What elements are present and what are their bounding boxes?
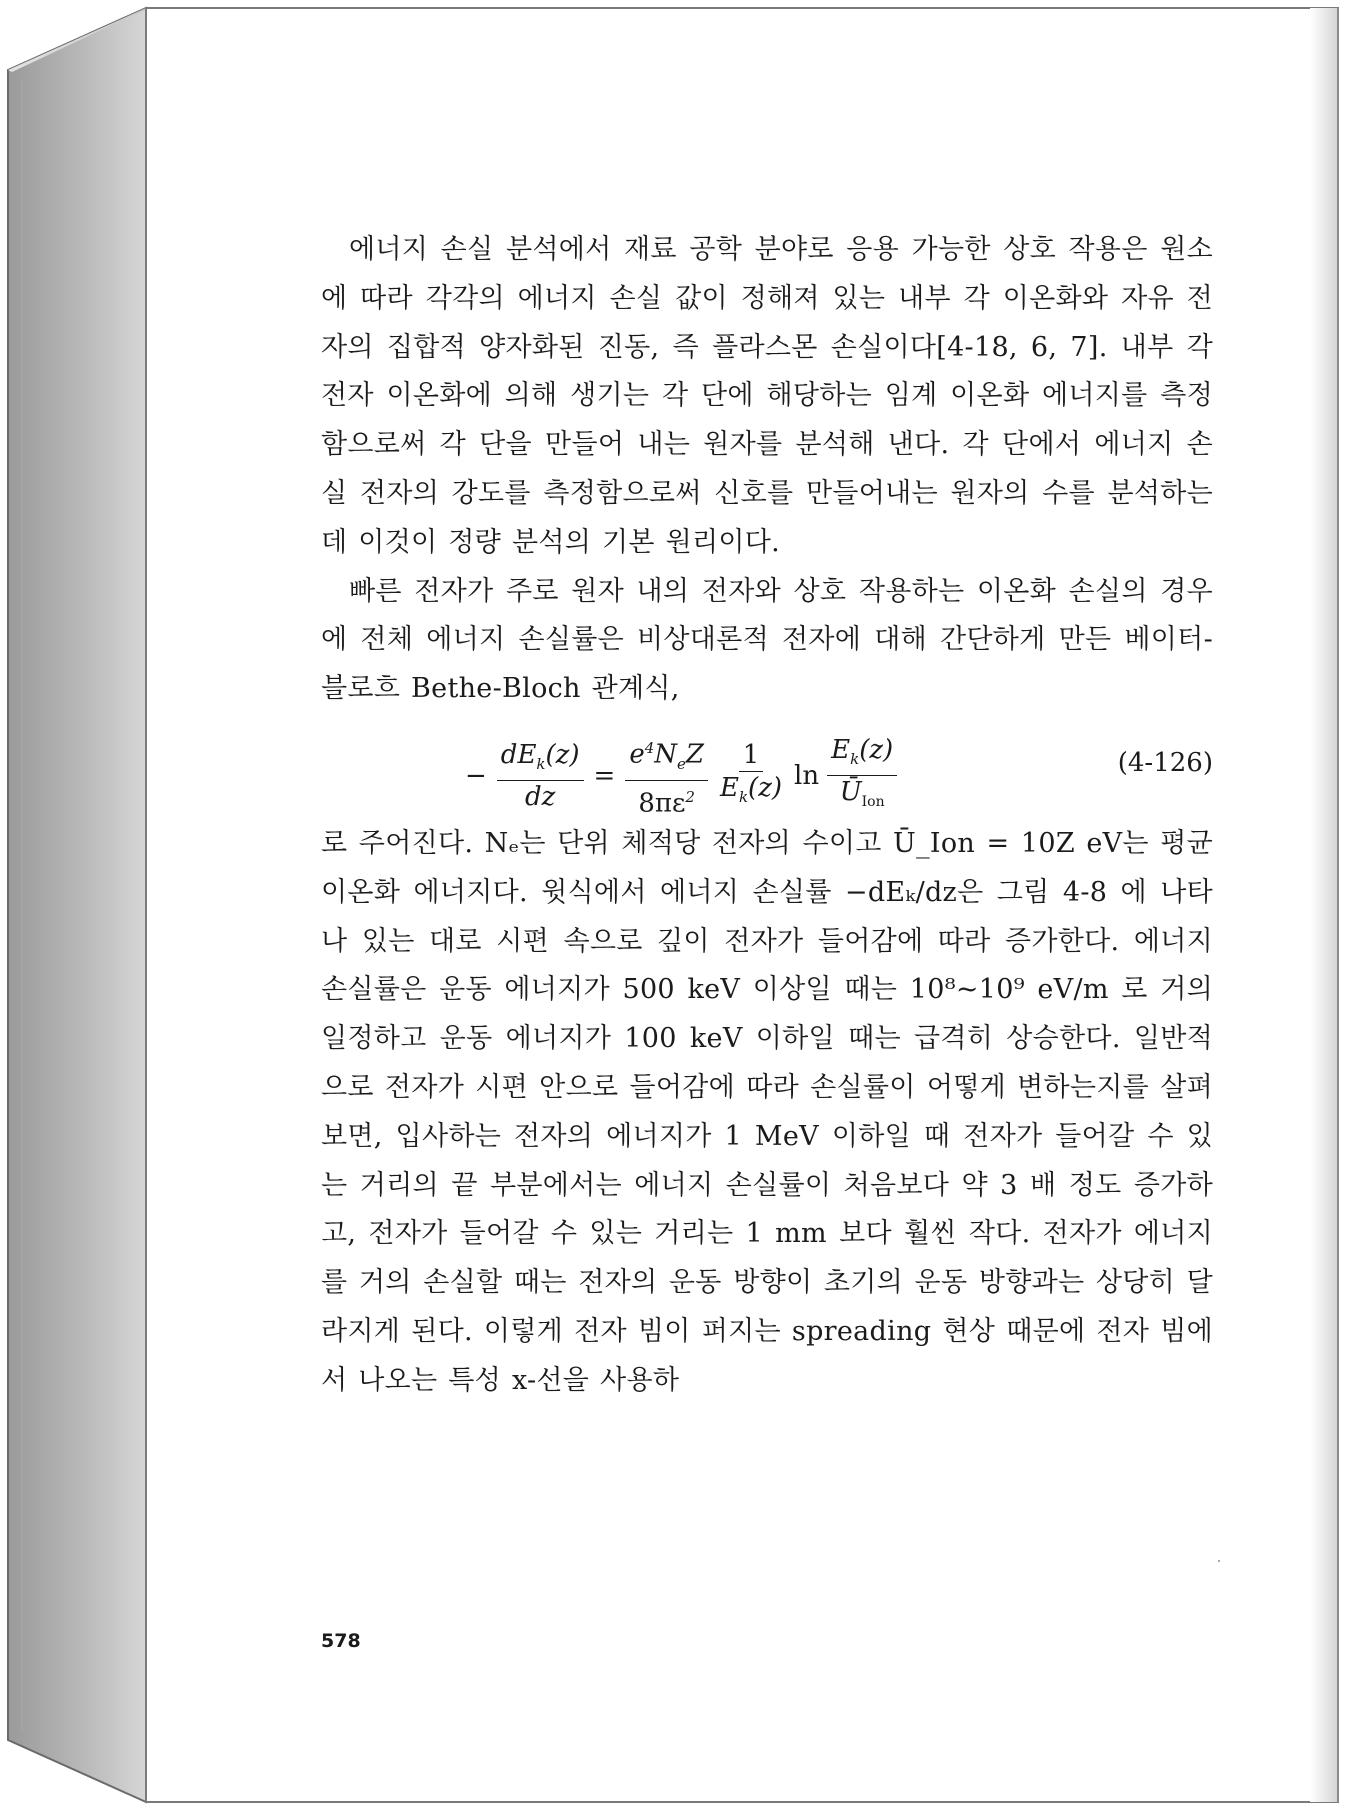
scan-speck <box>1218 1560 1220 1562</box>
eq-fraction-2 <box>716 739 786 813</box>
eq-f2-denominator: $E_k(z)$ <box>719 772 783 806</box>
paragraph-1: 에너지 손실 분석에서 재료 공학 분야로 응용 가능한 상호 작용은 원소에 따라 각각의 에너지 손실 값이 정해져 있는 내부 각 이온화와 자유 전자의 집합적 양자화된 진동, 즉 플라스몬 손실이다[4-18, 6, 7]. 내부 각 전자 이온화에 의해 생기는 각 단에 해당하는 임계 이온화 에너지를 측정함으로써 각 단을 만들어 내는 원자를 분석해 낸다. 각 단에서 에너지 손실 전자의 강도를 측정함으로써 신호를 만들어내는 원자의 수를 분석하는데 이것이 정량 분석의 기본 원리이다. <box>321 234 1213 558</box>
body-text <box>321 226 1213 1406</box>
paragraph-3: 로 주어진다. Nₑ는 단위 체적당 전자의 수이고 Ū_Ion = 10Z eV는 평균 이온화 에너지다. 윗식에서 에너지 손실률 −dEₖ/dz은 그림 4-8 에 나타나 있는 대로 시편 속으로 깊이 전자가 들어감에 따라 증가한다. 에너지 손실률은 운동 에너지가 500 keV 이상일 때는 10⁸~10⁹ eV/m 로 거의 일정하고 운동 에너지가 100 keV 이하일 때는 급격히 상승한다. 일반적으로 전자가 시편 안으로 들어감에 따라 손실률이 어떻게 변하는지를 살펴보면, 입사하는 전자의 에너지가 1 MeV 이하일 때 전자가 들어갈 수 있는 거리의 끝 부분에서는 에너지 손실률이 처음보다 약 3 배 정도 증가하고, 전자가 들어갈 수 있는 거리는 1 mm 보다 훨씬 작다. 전자가 에너지를 거의 손실할 때는 전자의 운동 방향이 초기의 운동 방향과는 상당히 달라지게 된다. 이렇게 전자 빔이 퍼지는 spreading 현상 때문에 전자 빔에서 나오는 특성 x-선을 사용하 <box>321 827 1213 1396</box>
eq-f1-denominator: $8\pi\varepsilon^2$ <box>638 787 695 819</box>
eq-f1-numerator: $e^4N_eZ$ <box>625 732 708 781</box>
eq-lhs-numerator: $dE_k(z)$ <box>497 739 584 781</box>
eq-f3-numerator: $E_k(z)$ <box>827 734 897 776</box>
paragraph-2: 빠른 전자가 주로 원자 내의 전자와 상호 작용하는 이온화 손실의 경우에 전체 에너지 손실률은 비상대론적 전자에 대해 간단하게 만든 베이터-블로흐 Bethe-Bloch 관계식, <box>321 575 1213 705</box>
eq-lhs-denominator: dz <box>524 781 556 812</box>
equation-body <box>459 732 901 820</box>
page-number: 578 <box>321 1630 361 1652</box>
page <box>146 10 1336 1800</box>
eq-f3-denominator: $Ū_{Ion}$ <box>839 776 885 810</box>
eq-fraction-1 <box>625 732 708 820</box>
eq-ln: ln <box>794 760 820 791</box>
book-spine <box>8 8 146 1802</box>
bethe-bloch-equation <box>321 718 1213 819</box>
eq-fraction-lhs <box>497 739 584 813</box>
eq-fraction-3 <box>827 734 897 818</box>
equation-number: (4-126) <box>1117 747 1213 778</box>
eq-f2-numerator: 1 <box>739 739 764 772</box>
eq-minus: − <box>465 760 487 791</box>
eq-equals: = <box>593 760 616 791</box>
